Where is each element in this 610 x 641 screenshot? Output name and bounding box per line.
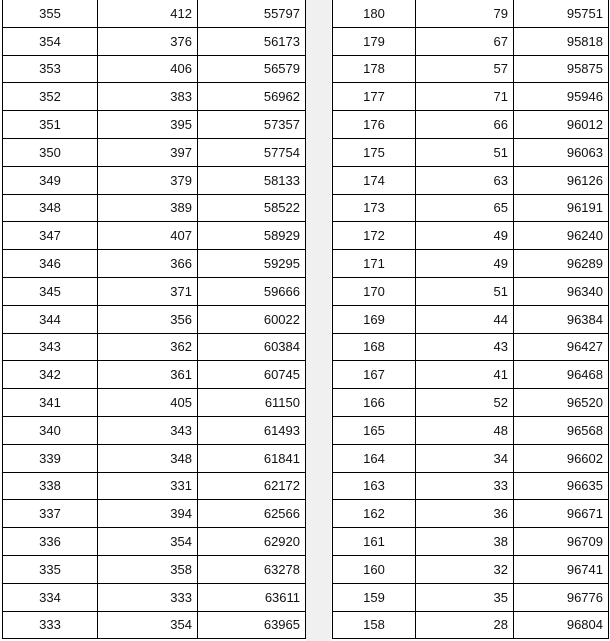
count-cell: 38	[416, 528, 514, 556]
score-cell: 340	[3, 416, 98, 444]
cumulative-cell: 96804	[514, 611, 609, 639]
table-row	[3, 111, 306, 139]
count-cell: 343	[98, 416, 198, 444]
table-row	[333, 333, 609, 361]
count-cell: 57	[416, 55, 514, 83]
count-cell: 395	[98, 111, 198, 139]
cumulative-cell: 96741	[514, 555, 609, 583]
table-row	[3, 333, 306, 361]
score-cell: 166	[333, 389, 416, 417]
score-cell: 353	[3, 55, 98, 83]
count-cell: 358	[98, 555, 198, 583]
score-cell: 160	[333, 555, 416, 583]
count-cell: 34	[416, 444, 514, 472]
count-cell: 331	[98, 472, 198, 500]
count-cell: 51	[416, 277, 514, 305]
table-row	[3, 611, 306, 639]
table-row	[333, 555, 609, 583]
cumulative-cell: 96340	[514, 277, 609, 305]
score-cell: 159	[333, 583, 416, 611]
cumulative-cell: 55797	[198, 0, 306, 27]
score-cell: 333	[3, 611, 98, 639]
score-cell: 347	[3, 222, 98, 250]
score-cell: 177	[333, 83, 416, 111]
count-cell: 44	[416, 305, 514, 333]
score-cell: 351	[3, 111, 98, 139]
table-row	[3, 277, 306, 305]
cumulative-cell: 63965	[198, 611, 306, 639]
right-score-table	[332, 0, 609, 639]
table-row	[3, 194, 306, 222]
count-cell: 66	[416, 111, 514, 139]
cumulative-cell: 96384	[514, 305, 609, 333]
column-gap	[306, 0, 331, 641]
table-row	[3, 166, 306, 194]
count-cell: 35	[416, 583, 514, 611]
cumulative-cell: 95818	[514, 27, 609, 55]
score-cell: 168	[333, 333, 416, 361]
score-cell: 169	[333, 305, 416, 333]
score-cell: 173	[333, 194, 416, 222]
right-table-body	[333, 0, 609, 639]
score-cell: 174	[333, 166, 416, 194]
table-row	[333, 305, 609, 333]
score-cell: 170	[333, 277, 416, 305]
score-cell: 165	[333, 416, 416, 444]
cumulative-cell: 58522	[198, 194, 306, 222]
cumulative-cell: 63278	[198, 555, 306, 583]
score-cell: 355	[3, 0, 98, 27]
score-cell: 345	[3, 277, 98, 305]
table-row	[333, 416, 609, 444]
table-row	[333, 55, 609, 83]
score-cell: 335	[3, 555, 98, 583]
cumulative-cell: 62172	[198, 472, 306, 500]
count-cell: 49	[416, 222, 514, 250]
score-cell: 167	[333, 361, 416, 389]
cumulative-cell: 58133	[198, 166, 306, 194]
score-cell: 342	[3, 361, 98, 389]
cumulative-cell: 96126	[514, 166, 609, 194]
count-cell: 28	[416, 611, 514, 639]
table-row	[3, 222, 306, 250]
count-cell: 65	[416, 194, 514, 222]
cumulative-cell: 61150	[198, 389, 306, 417]
cumulative-cell: 60745	[198, 361, 306, 389]
cumulative-cell: 56173	[198, 27, 306, 55]
cumulative-cell: 56579	[198, 55, 306, 83]
count-cell: 43	[416, 333, 514, 361]
count-cell: 67	[416, 27, 514, 55]
count-cell: 333	[98, 583, 198, 611]
table-row	[3, 389, 306, 417]
cumulative-cell: 96289	[514, 250, 609, 278]
count-cell: 79	[416, 0, 514, 27]
table-row	[333, 389, 609, 417]
cumulative-cell: 96427	[514, 333, 609, 361]
cumulative-cell: 96635	[514, 472, 609, 500]
cumulative-cell: 57754	[198, 138, 306, 166]
cumulative-cell: 96012	[514, 111, 609, 139]
table-row	[333, 500, 609, 528]
table-row	[333, 528, 609, 556]
score-cell: 171	[333, 250, 416, 278]
count-cell: 348	[98, 444, 198, 472]
count-cell: 406	[98, 55, 198, 83]
count-cell: 48	[416, 416, 514, 444]
count-cell: 379	[98, 166, 198, 194]
score-cell: 334	[3, 583, 98, 611]
score-cell: 350	[3, 138, 98, 166]
count-cell: 32	[416, 555, 514, 583]
count-cell: 383	[98, 83, 198, 111]
table-row	[333, 361, 609, 389]
score-cell: 354	[3, 27, 98, 55]
cumulative-cell: 56962	[198, 83, 306, 111]
cumulative-cell: 96063	[514, 138, 609, 166]
cumulative-cell: 59666	[198, 277, 306, 305]
cumulative-cell: 60384	[198, 333, 306, 361]
count-cell: 361	[98, 361, 198, 389]
table-row	[333, 611, 609, 639]
left-score-table	[2, 0, 306, 639]
cumulative-cell: 59295	[198, 250, 306, 278]
table-row	[3, 555, 306, 583]
cumulative-cell: 96671	[514, 500, 609, 528]
count-cell: 412	[98, 0, 198, 27]
cumulative-cell: 96468	[514, 361, 609, 389]
cumulative-cell: 58929	[198, 222, 306, 250]
table-row	[3, 55, 306, 83]
cumulative-cell: 95875	[514, 55, 609, 83]
cumulative-cell: 57357	[198, 111, 306, 139]
count-cell: 394	[98, 500, 198, 528]
table-row	[333, 472, 609, 500]
table-row	[3, 361, 306, 389]
table-row	[333, 111, 609, 139]
score-cell: 348	[3, 194, 98, 222]
score-cell: 341	[3, 389, 98, 417]
score-cell: 158	[333, 611, 416, 639]
cumulative-cell: 96520	[514, 389, 609, 417]
count-cell: 33	[416, 472, 514, 500]
cumulative-cell: 96776	[514, 583, 609, 611]
count-cell: 376	[98, 27, 198, 55]
table-row	[3, 27, 306, 55]
cumulative-cell: 61493	[198, 416, 306, 444]
score-cell: 336	[3, 528, 98, 556]
count-cell: 354	[98, 528, 198, 556]
score-cell: 346	[3, 250, 98, 278]
table-row	[333, 194, 609, 222]
count-cell: 366	[98, 250, 198, 278]
count-cell: 405	[98, 389, 198, 417]
cumulative-cell: 60022	[198, 305, 306, 333]
cumulative-cell: 96240	[514, 222, 609, 250]
count-cell: 71	[416, 83, 514, 111]
cumulative-cell: 96568	[514, 416, 609, 444]
cumulative-cell: 62566	[198, 500, 306, 528]
score-cell: 164	[333, 444, 416, 472]
score-cell: 179	[333, 27, 416, 55]
cumulative-cell: 62920	[198, 528, 306, 556]
count-cell: 41	[416, 361, 514, 389]
table-row	[333, 0, 609, 27]
table-row	[333, 222, 609, 250]
score-cell: 352	[3, 83, 98, 111]
table-row	[3, 444, 306, 472]
cumulative-cell: 63611	[198, 583, 306, 611]
table-row	[333, 27, 609, 55]
count-cell: 362	[98, 333, 198, 361]
table-row	[3, 472, 306, 500]
score-cell: 176	[333, 111, 416, 139]
table-row	[333, 138, 609, 166]
score-cell: 180	[333, 0, 416, 27]
table-row	[3, 138, 306, 166]
count-cell: 51	[416, 138, 514, 166]
score-cell: 338	[3, 472, 98, 500]
score-cell: 178	[333, 55, 416, 83]
table-row	[3, 305, 306, 333]
table-row	[333, 583, 609, 611]
score-cell: 344	[3, 305, 98, 333]
score-cell: 162	[333, 500, 416, 528]
table-row	[333, 166, 609, 194]
table-row	[3, 583, 306, 611]
count-cell: 49	[416, 250, 514, 278]
table-row	[333, 277, 609, 305]
table-row	[3, 0, 306, 27]
cumulative-cell: 96602	[514, 444, 609, 472]
table-row	[3, 528, 306, 556]
count-cell: 52	[416, 389, 514, 417]
score-cell: 349	[3, 166, 98, 194]
table-row	[333, 444, 609, 472]
count-cell: 397	[98, 138, 198, 166]
count-cell: 354	[98, 611, 198, 639]
score-cell: 172	[333, 222, 416, 250]
score-cell: 161	[333, 528, 416, 556]
count-cell: 63	[416, 166, 514, 194]
score-cell: 337	[3, 500, 98, 528]
score-cell: 163	[333, 472, 416, 500]
table-row	[333, 83, 609, 111]
cumulative-cell: 61841	[198, 444, 306, 472]
cumulative-cell: 95946	[514, 83, 609, 111]
score-cell: 175	[333, 138, 416, 166]
table-row	[333, 250, 609, 278]
table-row	[3, 416, 306, 444]
score-cell: 339	[3, 444, 98, 472]
count-cell: 371	[98, 277, 198, 305]
count-cell: 36	[416, 500, 514, 528]
table-row	[3, 250, 306, 278]
count-cell: 356	[98, 305, 198, 333]
cumulative-cell: 96709	[514, 528, 609, 556]
count-cell: 407	[98, 222, 198, 250]
table-row	[3, 500, 306, 528]
count-cell: 389	[98, 194, 198, 222]
table-row	[3, 83, 306, 111]
cumulative-cell: 95751	[514, 0, 609, 27]
score-cell: 343	[3, 333, 98, 361]
left-table-body	[3, 0, 306, 639]
cumulative-cell: 96191	[514, 194, 609, 222]
